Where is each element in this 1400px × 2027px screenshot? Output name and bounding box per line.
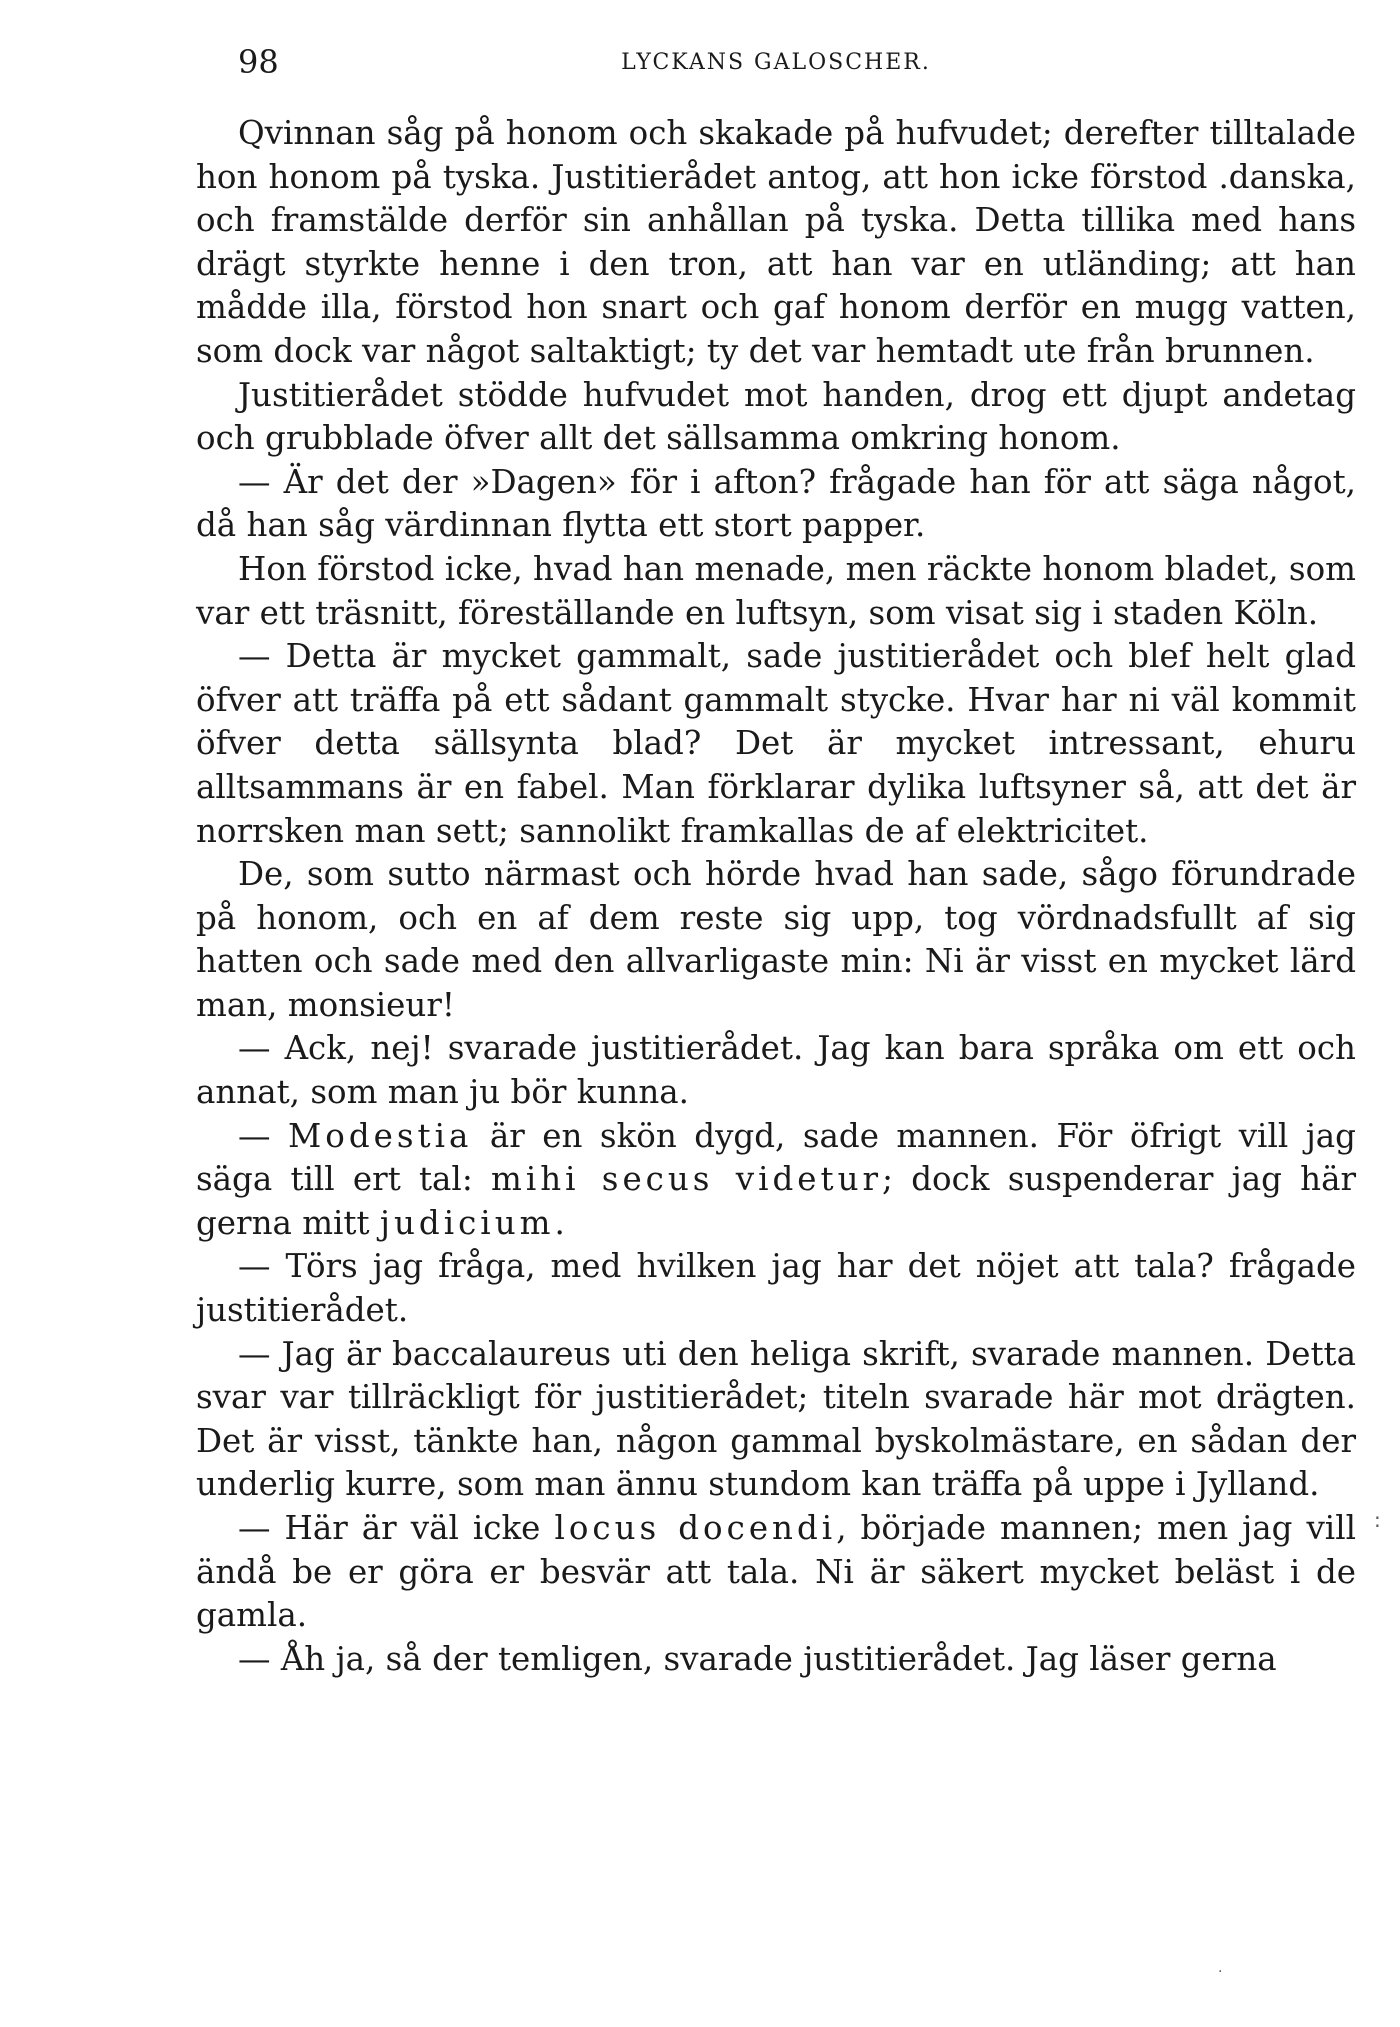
text-run: . xyxy=(554,1203,565,1242)
paragraph: — Detta är mycket gammalt, sade justitierådet och blef helt glad öfver att träffa på ett sådant gammalt stycke. Hvar har ni väl kommit öfver detta sällsynta blad? Det är mycket intressant, ehuru alltsammans är en fabel. Man förklarar dylika luftsyner så, att det är norrsken man sett; sannolikt framkallas de af elektricitet. xyxy=(196,637,1356,850)
paragraph xyxy=(196,1507,1356,1638)
paragraph: Hon förstod icke, hvad han menade, men räckte honom bladet, som var ett träsnitt, föreställande en luftsyn, som visat sig i staden Köln. xyxy=(196,549,1356,632)
text-run: — Här är väl icke xyxy=(238,1509,555,1547)
body-text xyxy=(196,112,1356,1681)
margin-speck: . xyxy=(1218,1960,1223,1976)
latin-term: mihi secus videtur xyxy=(491,1160,883,1199)
paragraph: — Jag är baccalaureus uti den heliga skrift, svarade mannen. Detta svar var tillräckligt för justitierådet; titeln svarade här mot drägten. Det är visst, tänkte han, någon gammal byskolmästare, en sådan der underlig kurre, som man ännu stundom kan träffa på uppe i Jylland. xyxy=(196,1334,1356,1504)
paragraph: — Är det der »Dagen» för i afton? frågade han för att säga något, då han såg värdinnan flytta ett stort papper. xyxy=(196,462,1356,545)
margin-speck: : xyxy=(1374,1508,1381,1532)
running-title: LYCKANS GALOSCHER. xyxy=(621,50,931,75)
text-run: ; dock suspenderar jag här gerna mitt xyxy=(196,1160,1356,1242)
paragraph: — Åh ja, så der temligen, svarade justitierådet. Jag läser gerna xyxy=(238,1639,1277,1678)
paragraph: — Ack, nej! svarade justitierådet. Jag kan bara språka om ett och annat, som man ju bör kunna. xyxy=(196,1029,1356,1112)
latin-term: Modestia xyxy=(287,1116,473,1155)
paragraph: — Törs jag fråga, med hvilken jag har det nöjet att tala? frågade justitierådet. xyxy=(196,1247,1356,1330)
text-run: , började mannen; men jag vill ändå be er göra er besvär att tala. Ni är säkert mycket beläst i de gamla. xyxy=(196,1509,1356,1635)
latin-term: judicium xyxy=(379,1203,555,1242)
paragraph: Qvinnan såg på honom och skakade på hufvudet; derefter tilltalade hon honom på tyska. Justitierådet antog, att hon icke förstod .danska, och framstälde derför sin anhållan på tyska. Detta tillika med hans drägt styrkte henne i den tron, att han var en utländing; att han mådde illa, förstod hon snart och gaf honom derför en mugg vatten, som dock var något saltaktigt; ty det var hemtadt ute från brunnen. xyxy=(196,114,1356,370)
text-run: är en skön dygd, sade mannen. För öfrigt vill jag säga till ert tal: xyxy=(196,1116,1356,1199)
page-number: 98 xyxy=(238,43,279,81)
paragraph: Justitierådet stödde hufvudet mot handen, drog ett djupt andetag och grubblade öfver allt det sällsamma omkring honom. xyxy=(196,375,1356,458)
paragraph: De, som sutto närmast och hörde hvad han sade, sågo förundrade på honom, och en af dem reste sig upp, tog vördnadsfullt af sig hatten och sade med den allvarligaste min: Ni är visst en mycket lärd man, monsieur! xyxy=(196,855,1356,1024)
book-page xyxy=(196,38,1356,1681)
running-head xyxy=(196,38,1356,86)
text-run: — xyxy=(238,1116,288,1155)
paragraph xyxy=(196,1115,1356,1246)
latin-term: locus docendi xyxy=(554,1509,837,1547)
